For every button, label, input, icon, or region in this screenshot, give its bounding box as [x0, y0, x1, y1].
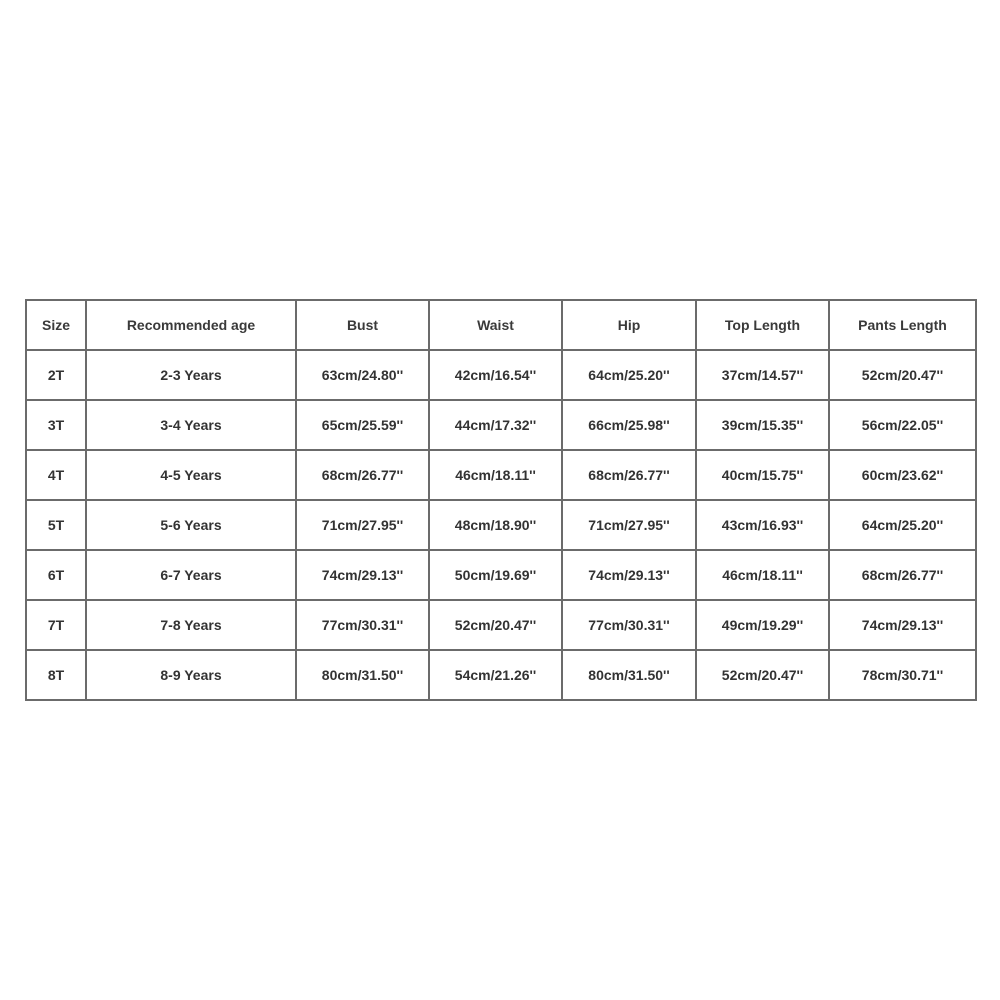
cell-pants-length: 78cm/30.71'': [829, 650, 976, 700]
cell-hip: 74cm/29.13'': [562, 550, 696, 600]
cell-bust: 68cm/26.77'': [296, 450, 429, 500]
header-recommended-age: Recommended age: [86, 300, 296, 350]
header-top-length: Top Length: [696, 300, 829, 350]
cell-hip: 71cm/27.95'': [562, 500, 696, 550]
cell-bust: 63cm/24.80'': [296, 350, 429, 400]
cell-waist: 46cm/18.11'': [429, 450, 562, 500]
header-size: Size: [26, 300, 86, 350]
cell-hip: 68cm/26.77'': [562, 450, 696, 500]
cell-waist: 48cm/18.90'': [429, 500, 562, 550]
cell-age: 8-9 Years: [86, 650, 296, 700]
cell-pants-length: 60cm/23.62'': [829, 450, 976, 500]
cell-top-length: 49cm/19.29'': [696, 600, 829, 650]
cell-bust: 77cm/30.31'': [296, 600, 429, 650]
cell-hip: 66cm/25.98'': [562, 400, 696, 450]
size-chart-table: [25, 299, 977, 701]
cell-top-length: 43cm/16.93'': [696, 500, 829, 550]
cell-hip: 64cm/25.20'': [562, 350, 696, 400]
cell-waist: 44cm/17.32'': [429, 400, 562, 450]
cell-bust: 80cm/31.50'': [296, 650, 429, 700]
cell-pants-length: 74cm/29.13'': [829, 600, 976, 650]
cell-age: 3-4 Years: [86, 400, 296, 450]
cell-age: 4-5 Years: [86, 450, 296, 500]
header-row: [26, 300, 976, 350]
cell-age: 6-7 Years: [86, 550, 296, 600]
cell-waist: 42cm/16.54'': [429, 350, 562, 400]
cell-pants-length: 68cm/26.77'': [829, 550, 976, 600]
cell-pants-length: 52cm/20.47'': [829, 350, 976, 400]
table-row: [26, 600, 976, 650]
cell-size: 6T: [26, 550, 86, 600]
cell-size: 8T: [26, 650, 86, 700]
cell-age: 2-3 Years: [86, 350, 296, 400]
cell-age: 7-8 Years: [86, 600, 296, 650]
header-pants-length: Pants Length: [829, 300, 976, 350]
cell-top-length: 40cm/15.75'': [696, 450, 829, 500]
cell-age: 5-6 Years: [86, 500, 296, 550]
cell-top-length: 46cm/18.11'': [696, 550, 829, 600]
cell-waist: 52cm/20.47'': [429, 600, 562, 650]
table-row: [26, 400, 976, 450]
cell-waist: 54cm/21.26'': [429, 650, 562, 700]
cell-size: 5T: [26, 500, 86, 550]
cell-size: 3T: [26, 400, 86, 450]
cell-hip: 80cm/31.50'': [562, 650, 696, 700]
cell-waist: 50cm/19.69'': [429, 550, 562, 600]
table-row: [26, 550, 976, 600]
cell-top-length: 52cm/20.47'': [696, 650, 829, 700]
cell-pants-length: 64cm/25.20'': [829, 500, 976, 550]
cell-bust: 71cm/27.95'': [296, 500, 429, 550]
cell-size: 7T: [26, 600, 86, 650]
cell-top-length: 37cm/14.57'': [696, 350, 829, 400]
header-waist: Waist: [429, 300, 562, 350]
table-row: [26, 650, 976, 700]
table-row: [26, 350, 976, 400]
header-hip: Hip: [562, 300, 696, 350]
cell-hip: 77cm/30.31'': [562, 600, 696, 650]
cell-bust: 65cm/25.59'': [296, 400, 429, 450]
cell-size: 2T: [26, 350, 86, 400]
table-row: [26, 500, 976, 550]
cell-size: 4T: [26, 450, 86, 500]
cell-pants-length: 56cm/22.05'': [829, 400, 976, 450]
header-bust: Bust: [296, 300, 429, 350]
table-row: [26, 450, 976, 500]
cell-bust: 74cm/29.13'': [296, 550, 429, 600]
cell-top-length: 39cm/15.35'': [696, 400, 829, 450]
